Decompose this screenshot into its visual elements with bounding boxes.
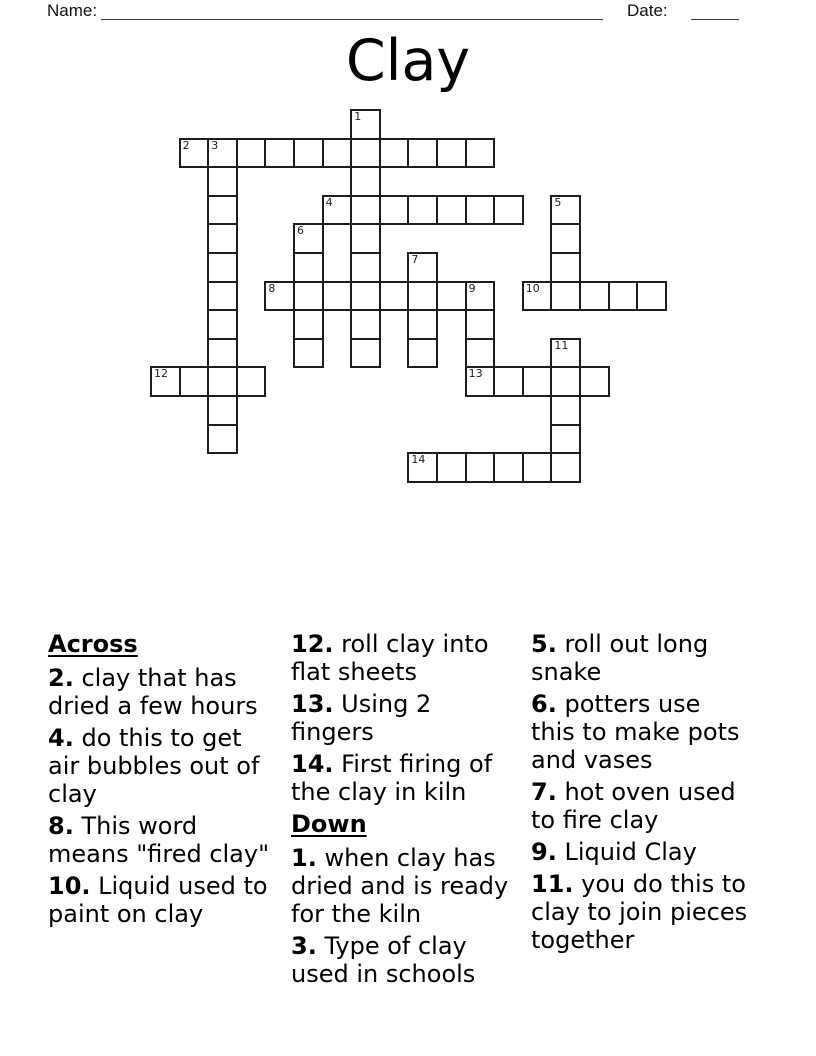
grid-cell[interactable] [550, 281, 581, 312]
clue-number: 6. [531, 690, 557, 718]
grid-cell[interactable] [322, 281, 353, 312]
clue-number: 2. [48, 664, 74, 692]
grid-cell[interactable] [350, 223, 381, 254]
grid-cell[interactable] [407, 281, 438, 312]
clue-text: you do this to clay to join pieces together [531, 870, 748, 954]
clue-number: 1. [291, 844, 317, 872]
grid-cell[interactable] [293, 252, 324, 283]
clue-number: 7. [531, 778, 557, 806]
grid-cell[interactable] [407, 195, 438, 226]
clue-text: roll clay into flat sheets [291, 630, 489, 686]
grid-cell[interactable] [550, 338, 581, 369]
clues-column-2 [291, 630, 517, 992]
grid-cell[interactable] [407, 309, 438, 340]
grid-cell-number: 3 [211, 138, 219, 152]
clue-number: 12. [291, 630, 334, 658]
grid-cell[interactable] [350, 281, 381, 312]
clue-text: hot oven used to fire clay [531, 778, 736, 834]
clue-text: Liquid Clay [556, 838, 697, 866]
grid-cell[interactable] [493, 195, 524, 226]
clue-item [291, 690, 517, 746]
clue-heading-across: Across [48, 630, 138, 658]
clue-number: 8. [48, 812, 74, 840]
grid-cell[interactable] [550, 223, 581, 254]
grid-cell[interactable] [379, 138, 410, 169]
grid-cell[interactable] [465, 138, 496, 169]
clue-text: when clay has dried and is ready for the kiln [291, 844, 509, 928]
clue-item [291, 844, 517, 928]
grid-cell-number: 6 [297, 224, 304, 238]
grid-cell[interactable] [207, 281, 238, 312]
grid-cell[interactable] [493, 366, 524, 397]
grid-cell[interactable] [436, 195, 467, 226]
grid-cell[interactable] [550, 452, 581, 483]
clue-text: Liquid used to paint on clay [48, 872, 268, 928]
grid-cell[interactable] [436, 138, 467, 169]
grid-cell[interactable] [407, 338, 438, 369]
grid-cell[interactable] [407, 138, 438, 169]
grid-cell[interactable] [407, 452, 438, 483]
grid-cell[interactable] [207, 338, 238, 369]
clue-number: 14. [291, 750, 334, 778]
date-label: Date: [627, 1, 668, 20]
grid-cell-number: 2 [182, 138, 190, 152]
clue-number: 10. [48, 872, 91, 900]
grid-cell[interactable] [436, 281, 467, 312]
grid-cell[interactable] [350, 309, 381, 340]
clues-column-1 [48, 630, 272, 932]
grid-cell-number: 10 [525, 281, 540, 295]
clue-text: Using 2 fingers [291, 690, 432, 746]
grid-cell[interactable] [322, 138, 353, 169]
clue-text: Type of clay used in schools [291, 932, 476, 988]
crossword-grid [0, 0, 816, 500]
grid-cell[interactable] [179, 138, 210, 169]
grid-cell[interactable] [264, 138, 295, 169]
grid-cell[interactable] [350, 338, 381, 369]
grid-cell[interactable] [264, 281, 295, 312]
clue-text: do this to get air bubbles out of clay [48, 724, 260, 808]
clue-number: 5. [531, 630, 557, 658]
grid-cell-number: 13 [468, 367, 483, 381]
grid-cell[interactable] [236, 366, 267, 397]
clue-text: This word means "fired clay" [48, 812, 270, 868]
grid-cell[interactable] [608, 281, 639, 312]
clue-item [531, 690, 748, 774]
clue-item [291, 750, 517, 806]
clue-item [531, 630, 748, 686]
grid-cell[interactable] [293, 223, 324, 254]
clue-text: potters use this to make pots and vases [531, 690, 740, 774]
clue-number: 11. [531, 870, 574, 898]
grid-cell-number: 9 [468, 281, 476, 295]
grid-cell[interactable] [550, 424, 581, 455]
grid-cell[interactable] [550, 195, 581, 226]
grid-cell[interactable] [207, 424, 238, 455]
grid-cell[interactable] [379, 281, 410, 312]
clue-number: 9. [531, 838, 557, 866]
grid-cell[interactable] [207, 395, 238, 426]
grid-cell[interactable] [236, 138, 267, 169]
grid-cell[interactable] [465, 281, 496, 312]
grid-cell[interactable] [579, 281, 610, 312]
grid-cell-number: 7 [411, 253, 419, 266]
grid-cell[interactable] [379, 195, 410, 226]
clue-number: 3. [291, 932, 317, 960]
grid-cell-number: 14 [411, 453, 426, 467]
clue-text: clay that has dried a few hours [48, 664, 258, 720]
grid-cell[interactable] [150, 366, 181, 397]
grid-cell[interactable] [436, 452, 467, 483]
grid-cell[interactable] [207, 166, 238, 197]
grid-cell[interactable] [350, 138, 381, 169]
clue-item [531, 838, 748, 866]
clue-text: First firing of the clay in kiln [291, 750, 493, 806]
clue-item [48, 812, 272, 868]
grid-cell-number: 1 [354, 110, 362, 123]
grid-cell-number: 8 [268, 281, 276, 295]
grid-cell[interactable] [350, 166, 381, 197]
grid-cell[interactable] [207, 366, 238, 397]
puzzle-title: Clay [345, 28, 471, 94]
grid-cell-number: 5 [554, 195, 562, 209]
grid-cell[interactable] [522, 452, 553, 483]
grid-cell[interactable] [579, 366, 610, 397]
clue-number: 13. [291, 690, 334, 718]
clue-item [48, 724, 272, 808]
grid-cell[interactable] [207, 223, 238, 254]
grid-cell[interactable] [293, 338, 324, 369]
grid-cell[interactable] [293, 309, 324, 340]
grid-cell-number: 4 [325, 195, 333, 209]
grid-cell[interactable] [293, 138, 324, 169]
clue-heading-down: Down [291, 810, 367, 838]
clue-number: 4. [48, 724, 74, 752]
clue-item [48, 872, 272, 928]
name-label: Name: [47, 1, 98, 20]
clue-item [291, 630, 517, 686]
grid-cell[interactable] [407, 252, 438, 283]
grid-cell[interactable] [207, 195, 238, 226]
grid-cell[interactable] [322, 195, 353, 226]
grid-cell[interactable] [465, 195, 496, 226]
clue-item [531, 778, 748, 834]
grid-cell[interactable] [465, 452, 496, 483]
grid-cell[interactable] [207, 138, 238, 169]
clue-item [48, 664, 272, 720]
grid-cell[interactable] [522, 281, 553, 312]
grid-cell[interactable] [350, 195, 381, 226]
clues-section [48, 630, 748, 992]
grid-cell[interactable] [550, 366, 581, 397]
grid-cell[interactable] [179, 366, 210, 397]
grid-cell[interactable] [465, 366, 496, 397]
grid-cell[interactable] [465, 309, 496, 340]
grid-cell[interactable] [522, 366, 553, 397]
clue-item [291, 932, 517, 988]
grid-cell[interactable] [293, 281, 324, 312]
clues-column-3 [531, 630, 748, 958]
grid-cell[interactable] [465, 338, 496, 369]
grid-cell[interactable] [350, 109, 381, 140]
grid-cell-number: 11 [554, 338, 569, 352]
grid-cell[interactable] [350, 252, 381, 283]
grid-cell[interactable] [550, 252, 581, 283]
clue-item [531, 870, 748, 954]
grid-cell[interactable] [636, 281, 667, 312]
grid-cell[interactable] [550, 395, 581, 426]
clue-text: roll out long snake [531, 630, 709, 686]
grid-cell[interactable] [493, 452, 524, 483]
grid-cell-number: 12 [154, 367, 168, 381]
grid-cell[interactable] [207, 252, 238, 283]
grid-cell[interactable] [207, 309, 238, 340]
